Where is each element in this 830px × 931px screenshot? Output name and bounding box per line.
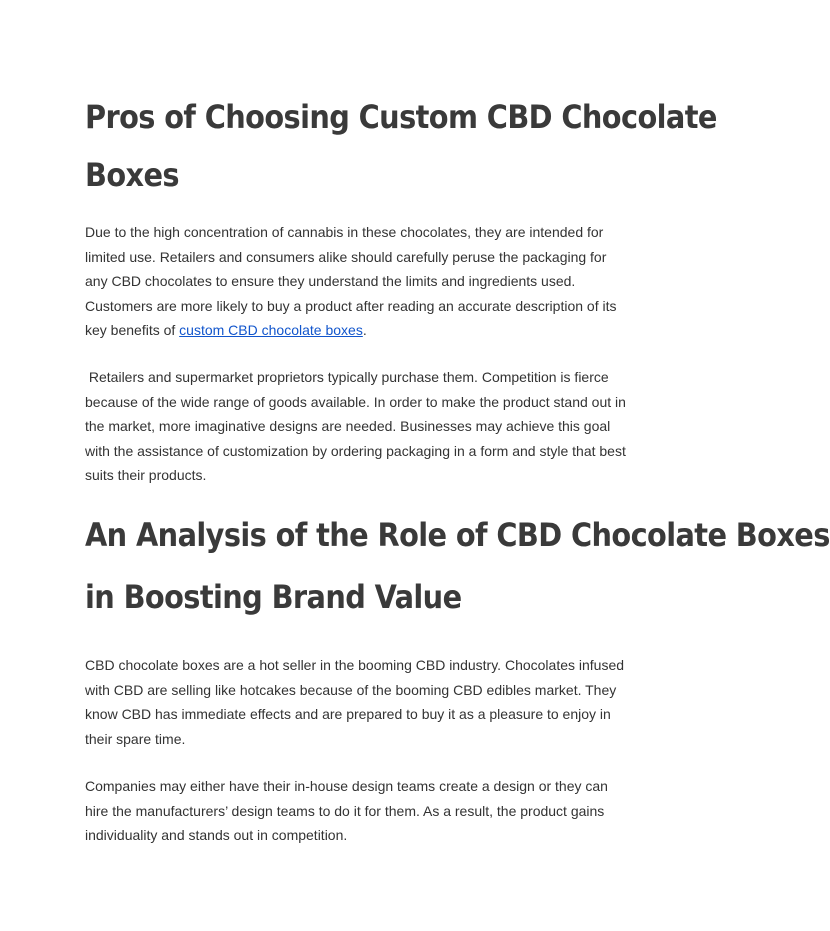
paragraph-3-line-1: CBD chocolate boxes are a hot seller in the booming CBD industry. Chocolates infused: [85, 657, 625, 673]
heading-pros-line-1: Pros of Choosing Custom CBD Chocolate: [85, 98, 717, 136]
heading-analysis-line-1: An Analysis of the Role of CBD Chocolate Boxes: [85, 516, 830, 554]
paragraph-3: [85, 653, 645, 751]
paragraph-2-line-4: with the assistance of customization by ordering packaging in a form and style that best: [85, 442, 626, 459]
paragraph-3-line-3: know CBD has immediate effects and are prepared to buy it as a pleasure to enjoy in: [85, 706, 611, 722]
paragraph-4: [85, 774, 645, 848]
paragraph-4-line-2: hire the manufacturers’ design teams to do it for them. As a result, the product gains: [85, 802, 605, 819]
heading-analysis: [85, 504, 830, 628]
paragraph-1-line-5: [85, 318, 645, 343]
custom-cbd-chocolate-boxes-link[interactable]: custom CBD chocolate boxes: [179, 322, 363, 338]
paragraph-2-line-5: suits their products.: [85, 467, 207, 483]
paragraph-1: [85, 220, 645, 343]
heading-analysis-line-2: in Boosting Brand Value: [85, 578, 462, 616]
paragraph-1-line-3: any CBD chocolates to ensure they understand the limits and ingredients used.: [85, 273, 576, 289]
paragraph-2-line-3: the market, more imaginative designs are needed. Businesses may achieve this goal: [85, 418, 611, 434]
paragraph-3-line-4: their spare time.: [85, 730, 186, 747]
paragraph-4-line-1: Companies may either have their in-house design teams create a design or they can: [85, 778, 608, 794]
paragraph-1-last-suffix: .: [362, 322, 367, 338]
heading-pros-line-2: Boxes: [85, 156, 179, 194]
paragraph-3-line-2: with CBD are selling like hotcakes because of the booming CBD edibles market. They: [85, 681, 617, 698]
paragraph-2-line-1: Retailers and supermarket proprietors typically purchase them. Competition is fierce: [85, 369, 609, 385]
paragraph-4-line-3: individuality and stands out in competition.: [85, 827, 348, 843]
paragraph-2-line-2: because of the wide range of goods available. In order to make the product stand out in: [85, 393, 626, 410]
paragraph-1-line-4: Customers are more likely to buy a product after reading an accurate description of its: [85, 297, 617, 314]
paragraph-1-line-2: limited use. Retailers and consumers alike should carefully peruse the packaging for: [85, 248, 607, 265]
heading-pros: [85, 88, 717, 204]
paragraph-1-line-1: Due to the high concentration of cannabis in these chocolates, they are intended for: [85, 224, 604, 240]
paragraph-1-last-prefix: key benefits of: [85, 322, 180, 338]
paragraph-2: [85, 365, 645, 488]
